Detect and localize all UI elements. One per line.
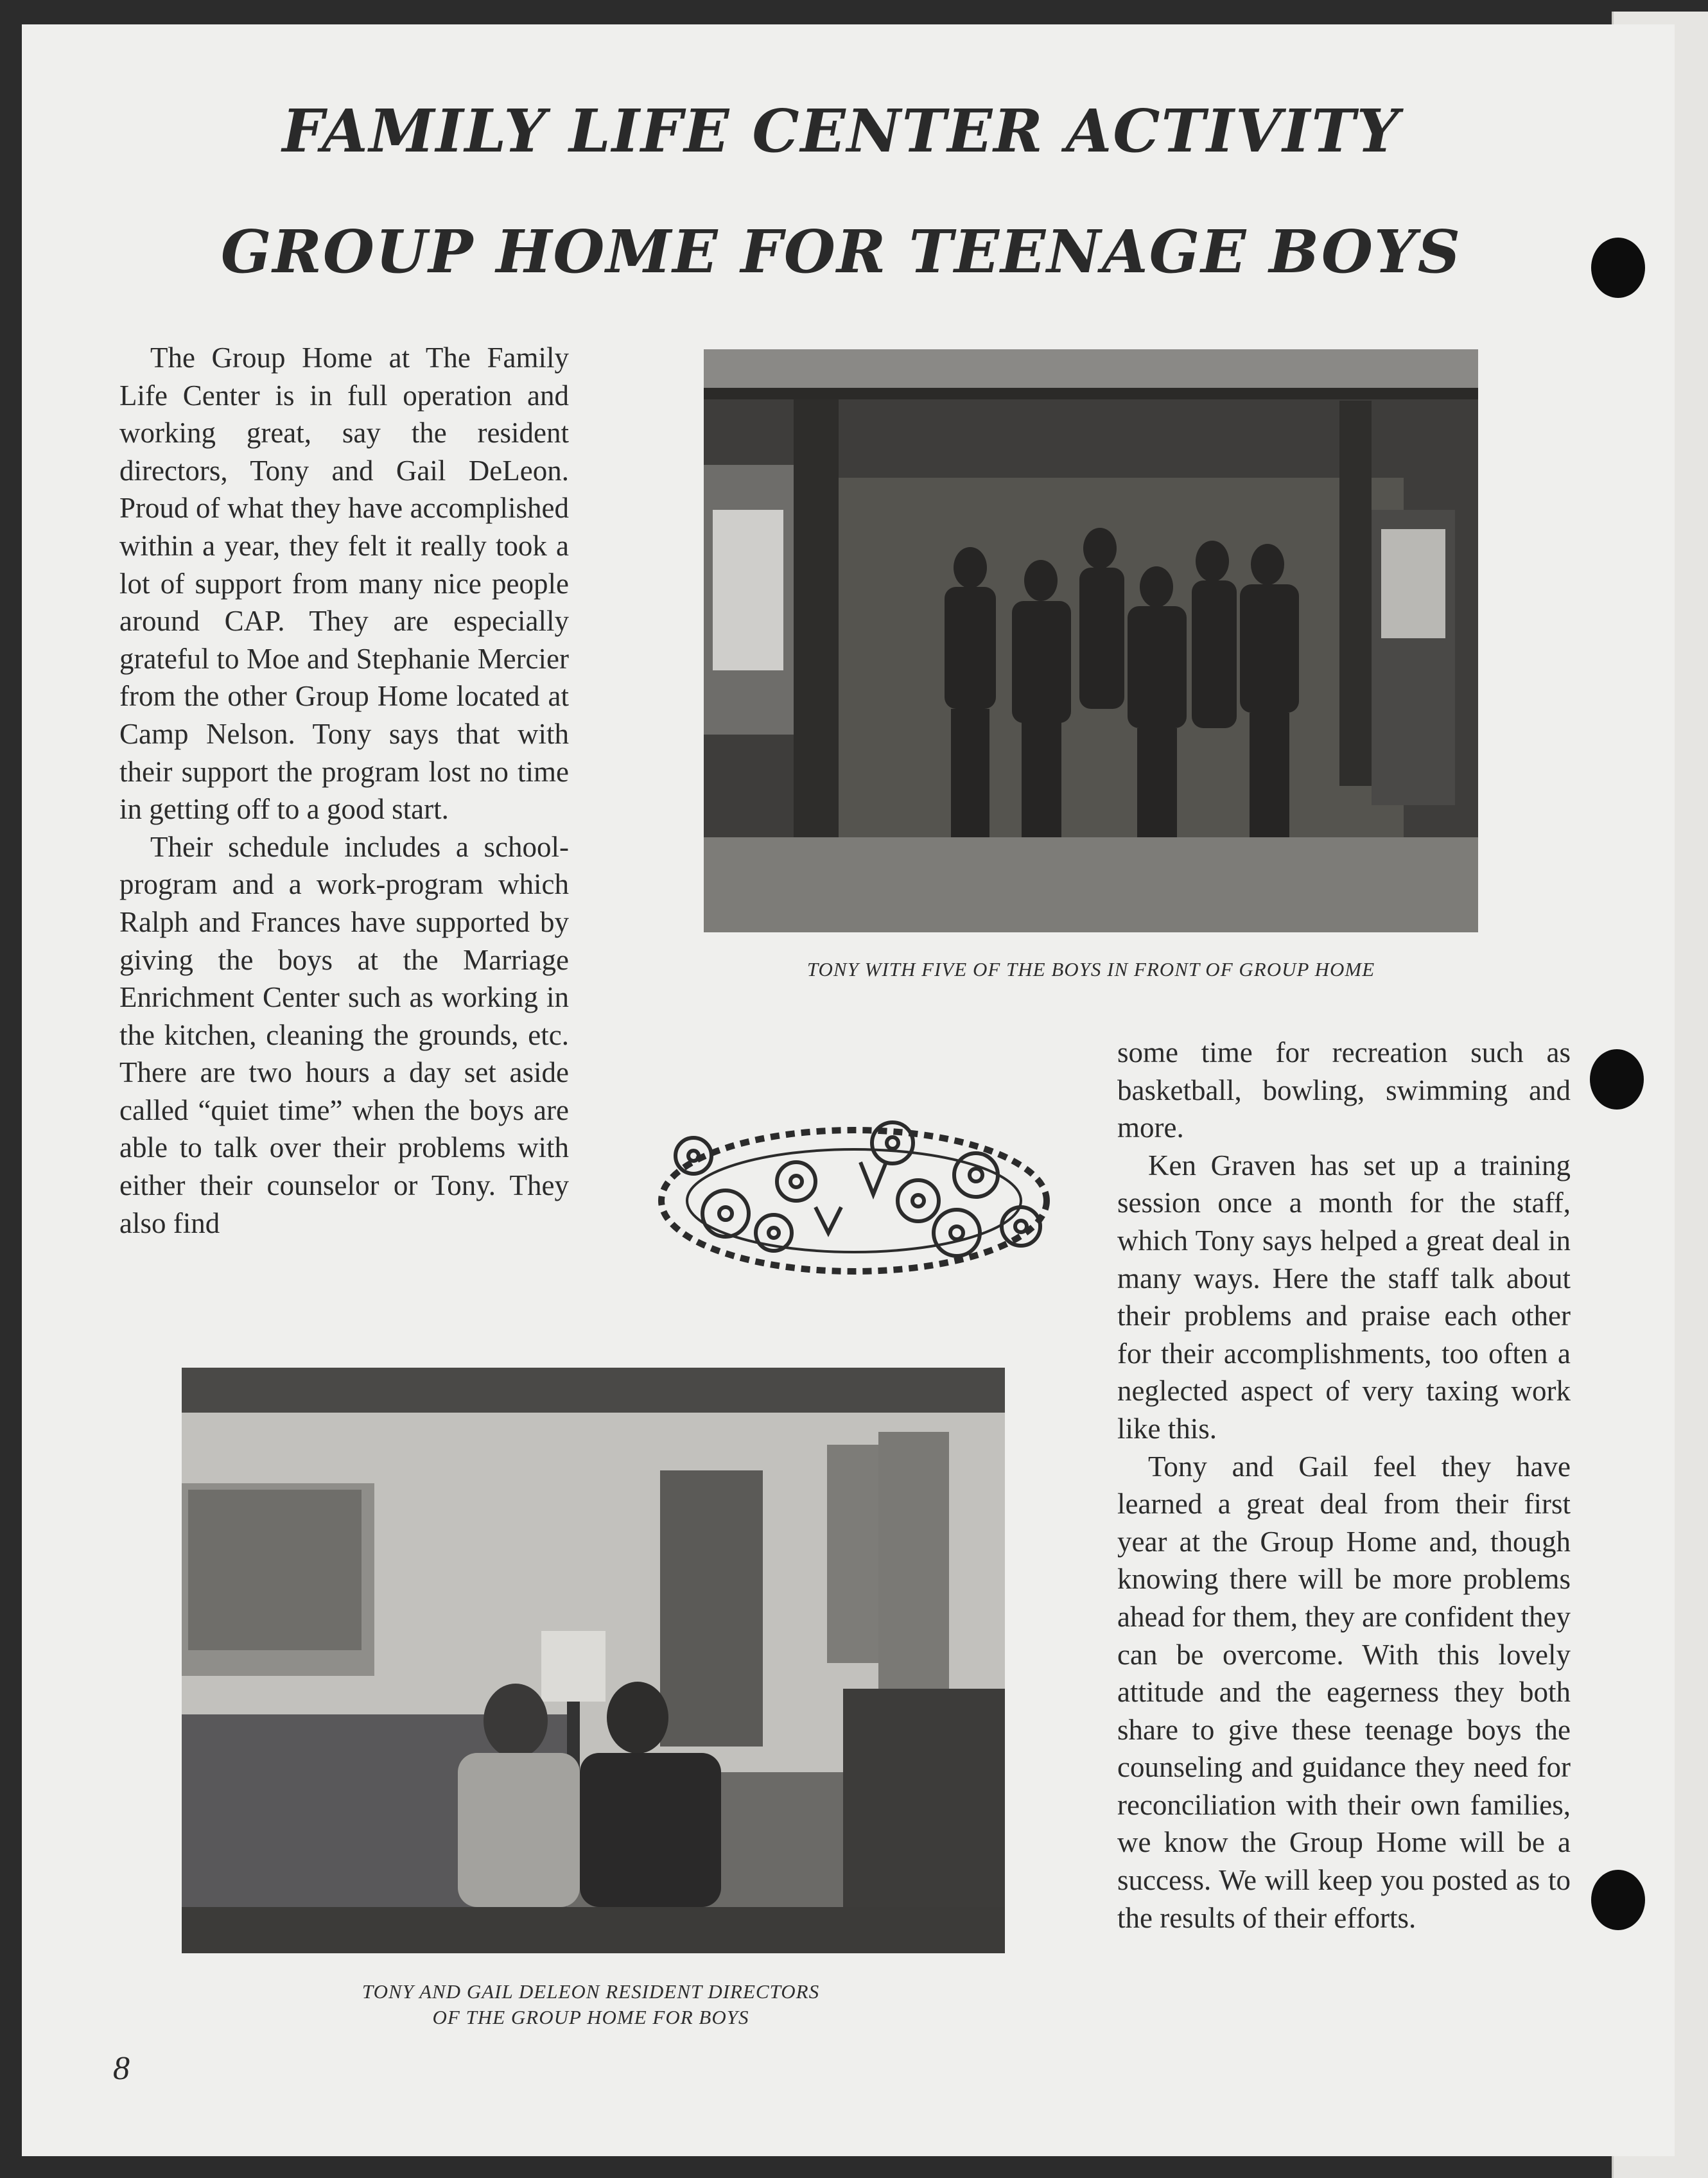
page-subtitle: GROUP HOME FOR TEENAGE BOYS [220,217,1462,286]
page-title: FAMILY LIFE CENTER ACTIVITY [282,96,1400,166]
group-home-photo-art [704,349,1478,932]
article-paragraph: The Group Home at The Family Life Center is in full operation and working great, say the resident directors, Tony and Gail DeLeon. Proud of what they have accomplished within a year, they felt it really took a lot of support from many nice people around CAP. They are especially grateful to Moe and Stephanie Mercier from the other Group Home located at Camp Nelson. Tony says that with their support the program lost no time in getting off to a good start. [119,342,569,826]
page-number: 8 [113,2050,130,2087]
directors-photo [182,1368,1005,1953]
article-left-column [119,339,569,1242]
bottom-caption-line1: TONY AND GAIL DELEON RESIDENT DIRECTORS [362,1980,820,2003]
article-paragraph: some time for recreation such as basketball, bowling, swimming and more. [1117,1036,1571,1144]
directors-photo-art [182,1368,1005,1953]
bottom-caption-line2: OF THE GROUP HOME FOR BOYS [432,2006,749,2028]
bottom-photo-caption [244,1979,937,2030]
article-paragraph: Tony and Gail feel they have learned a great deal from their first year at the Group Home and, though knowing there will be more problems ahead for them, they are confident they can be overcome. With this lovely attitude and the eagerness they both share to give these teenage boys the counseling and guidance they need for reconciliation with their own families, we know the Group Home will be a success. We will keep you posted as to the results of their efforts. [1117,1450,1571,1934]
group-home-photo [704,349,1478,932]
article-paragraph: Their schedule includes a school-program and a work-program which Ralph and Frances have supported by giving the boys at the Marriage Enrichment Center such as working in the kitchen, cleaning the grounds, etc. There are two hours a day set aside called “quiet time” when the boys are able to talk over their problems with either their counselor or Tony. They also find [119,830,569,1239]
flower-ornament [642,1104,1066,1284]
binder-hole-bottom [1591,1870,1645,1930]
article-right-column [1117,1034,1571,1937]
binder-hole-middle [1590,1049,1644,1110]
article-paragraph: Ken Graven has set up a training session once a month for the staff, which Tony says helped a great deal in many ways. Here the staff talk about their problems and praise each other for their accomplishments, too often a neglected aspect of very taxing work like this. [1117,1149,1571,1445]
binder-hole-top [1591,238,1645,298]
top-photo-caption: TONY WITH FIVE OF THE BOYS IN FRONT OF GROUP HOME [806,958,1375,980]
